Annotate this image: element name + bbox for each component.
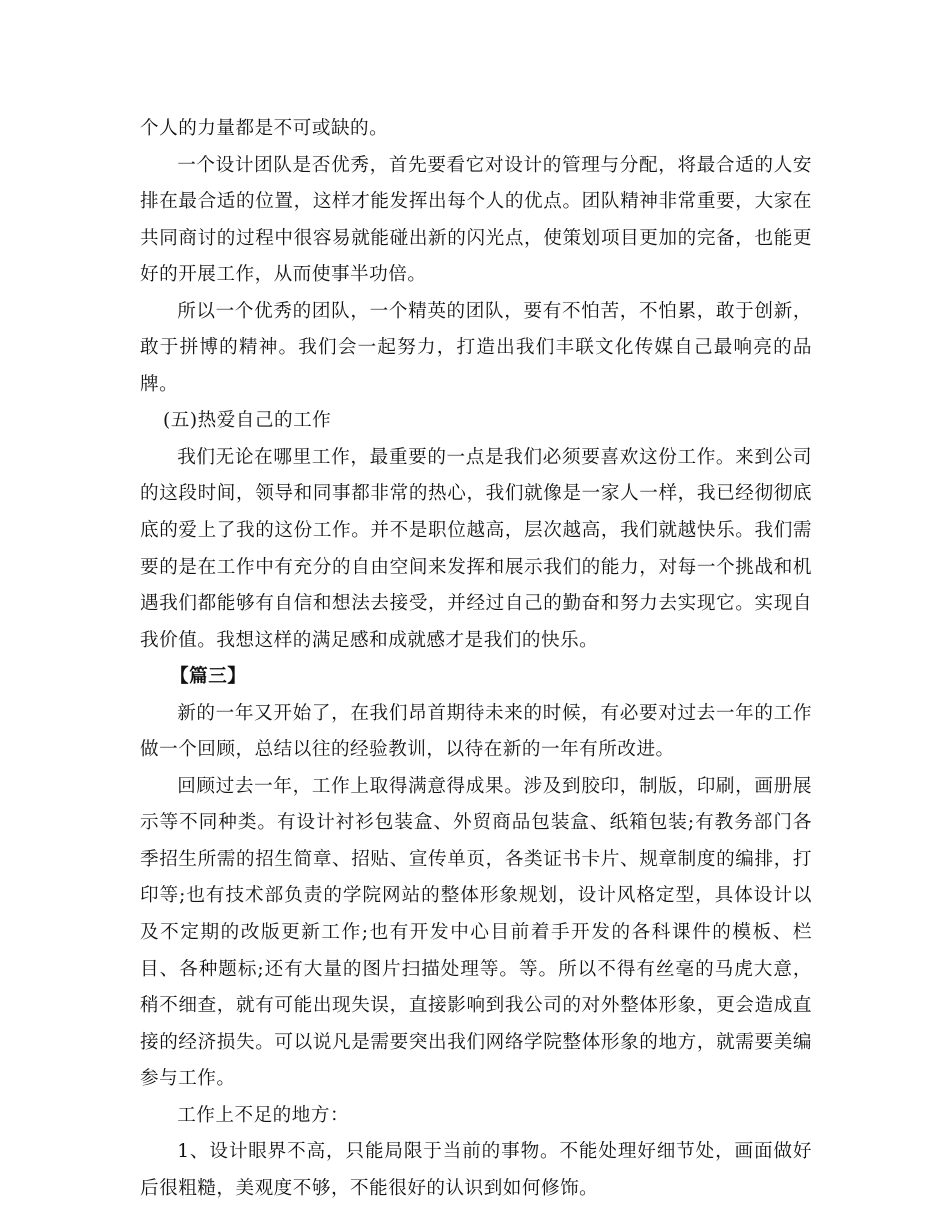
paragraph: 一个设计团队是否优秀，首先要看它对设计的管理与分配，将最合适的人安排在最合适的位置，这样才能发挥出每个人的优点。团队精神非常重要，大家在共同商讨的过程中很容易就能碰出新的闪光点，使策划项目更加的完备，也能更好的开展工作，从而使事半功倍。 xyxy=(140,154,812,286)
paragraph: 所以一个优秀的团队，一个精英的团队，要有不怕苦，不怕累，敢于创新，敢于拼博的精神。我们会一起努力，打造出我们丰联文化传媒自己最响亮的品牌。 xyxy=(140,300,812,395)
document-body xyxy=(140,111,812,1207)
chapter-heading: 【篇三】 xyxy=(170,666,247,688)
paragraph: 1、设计眼界不高，只能局限于当前的事物。不能处理好细节处，画面做好后很粗糙，美观度不够，不能很好的认识到如何修饰。 xyxy=(140,1141,812,1199)
section-heading: (五)热爱自己的工作 xyxy=(163,410,332,432)
paragraph: 我们无论在哪里工作，最重要的一点是我们必须要喜欢这份工作。来到公司的这段时间，领导和同事都非常的热心，我们就像是一家人一样，我已经彻彻底底的爱上了我的这份工作。并不是职位越高，层次越高，我们就越快乐。我们需要的是在工作中有充分的自由空间来发挥和展示我们的能力，对每一个挑战和机遇我们都能够有自信和想法去接受，并经过自己的勤奋和努力去实现它。实现自我价值。我想这样的满足感和成就感才是我们的快乐。 xyxy=(140,446,812,651)
paragraph: 回顾过去一年，工作上取得满意得成果。涉及到胶印，制版，印刷，画册展示等不同种类。有设计衬衫包装盒、外贸商品包装盒、纸箱包装;有教务部门各季招生所需的招生简章、招贴、宣传单页，各类证书卡片、规章制度的编排，打印等;也有技术部负责的学院网站的整体形象规划，设计风格定型，具体设计以及不定期的改版更新工作;也有开发中心目前着手开发的各科课件的模板、栏目、各种题标;还有大量的图片扫描处理等。等。所以不得有丝毫的马虎大意，稍不细查，就有可能出现失误，直接影响到我公司的对外整体形象，更会造成直接的经济损失。可以说凡是需要突出我们网络学院整体形象的地方，就需要美编参与工作。 xyxy=(140,775,812,1090)
paragraph: 新的一年又开始了，在我们昂首期待未来的时候，有必要对过去一年的工作做一个回顾，总结以往的经验教训，以待在新的一年有所改进。 xyxy=(140,702,812,761)
paragraph: 个人的力量都是不可或缺的。 xyxy=(140,118,389,139)
paragraph: 工作上不足的地方： xyxy=(177,1104,350,1126)
